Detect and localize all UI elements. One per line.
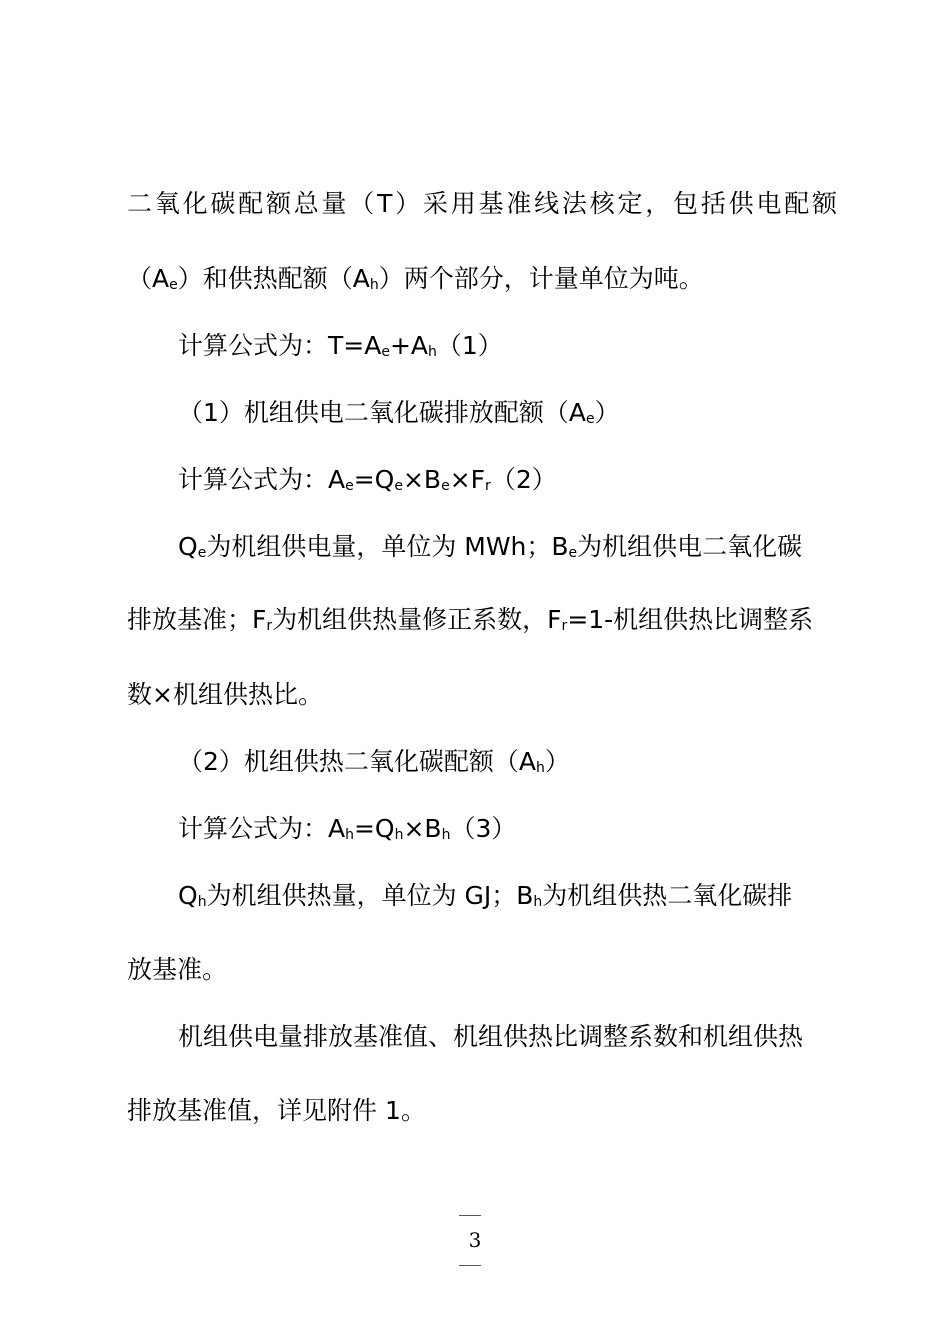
paragraph-1-line-2: $(A_e)$和供热配额$(A_h)$两个部分，计量单位为吨。 xyxy=(127,264,704,293)
formula-3: 计算公式为：$A_h=Q_h\times B_h(3)$ xyxy=(178,814,517,843)
paragraph-2-line-2: 排放基准；$F_r$为机组供热量修正系数，$F_r=1-$机组供热比调整系 xyxy=(127,605,814,634)
paragraph-3-line-1: $Q_h$为机组供热量，单位为 GJ；$B_h$为机组供热二氧化碳排 xyxy=(178,881,793,910)
paragraph-4-line-2: 排放基准值，详见附件 1。 xyxy=(127,1096,426,1125)
page-number-top-dash xyxy=(459,1215,481,1216)
paragraph-2-line-3: 数×机组供热比。 xyxy=(127,680,323,709)
paragraph-2-line-1: $Q_e$为机组供电量，单位为 MWh；$B_e$为机组供电二氧化碳 xyxy=(178,532,803,561)
section-heading-2: （2）机组供热二氧化碳配额$(A_h)$ xyxy=(178,747,570,776)
page-number: 3 xyxy=(468,1228,482,1252)
formula-2: 计算公式为：$A_e=Q_e\times B_e\times F_r(2)$ xyxy=(178,465,557,494)
paragraph-1-line-1: 二氧化碳配额总量（T）采用基准线法核定，包括供电配额 xyxy=(127,189,837,218)
page-number-bottom-dash xyxy=(459,1265,481,1266)
paragraph-4-line-1: 机组供电量排放基准值、机组供热比调整系数和机组供热 xyxy=(178,1022,804,1051)
formula-1: 计算公式为：$T=A_e+A_h(1)$ xyxy=(178,331,503,360)
section-heading-1: （1）机组供电二氧化碳排放配额$(A_e)$ xyxy=(178,398,620,427)
paragraph-3-line-2: 放基准。 xyxy=(127,955,228,984)
